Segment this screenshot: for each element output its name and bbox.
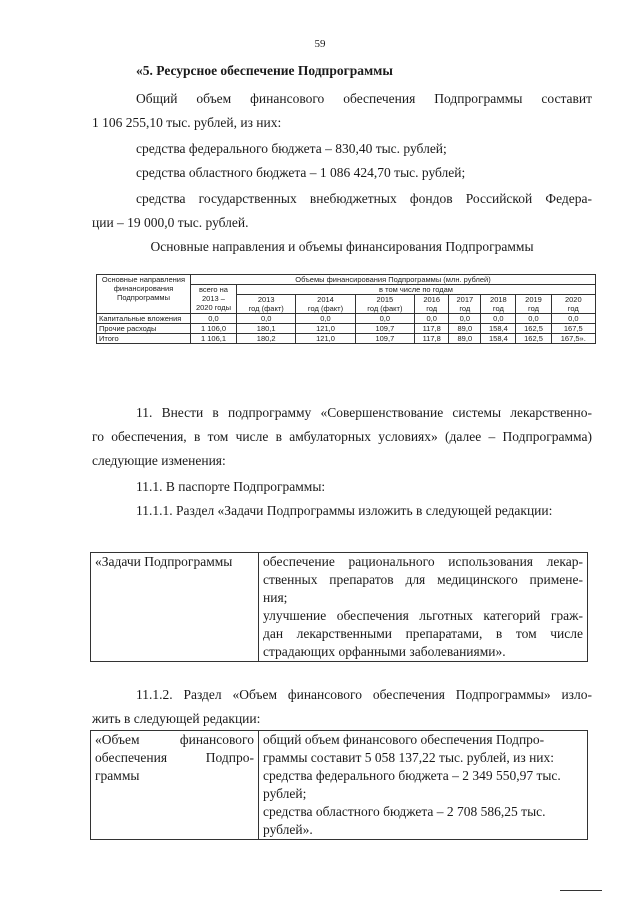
funds-line2: ции – 19 000,0 тыс. рублей. xyxy=(92,215,249,230)
cell: 1 106,0 xyxy=(191,324,237,334)
page-number: 59 xyxy=(314,38,326,50)
cell: 109,7 xyxy=(355,324,414,334)
text-line: страдающих орфанными заболеваниями». xyxy=(263,644,506,659)
year-header: 2018 год xyxy=(481,295,516,314)
cell: 1 106,1 xyxy=(191,334,237,344)
section-heading: «5. Ресурсное обеспечение Подпрограммы xyxy=(136,63,393,78)
cell: 0,0 xyxy=(296,314,355,324)
financing-label xyxy=(91,731,259,840)
year-header: 2015 год (факт) xyxy=(355,295,414,314)
text-line: дан лекарственными препаратами, в том числе xyxy=(263,626,583,641)
item-11-1: 11.1. В паспорте Подпрограммы: xyxy=(136,479,326,494)
cell: 0,0 xyxy=(415,314,449,324)
year-header: 2017 год xyxy=(449,295,481,314)
cell: 162,5 xyxy=(516,324,551,334)
item11-line2: го обеспечения, в том числе в амбулаторных условиях» (далее – Подпрограмма) xyxy=(92,429,592,444)
regional-budget-line: средства областного бюджета – 1 086 424,70 тыс. рублей; xyxy=(136,165,466,180)
year-header: 2019 год xyxy=(516,295,551,314)
signature-line xyxy=(560,890,602,891)
by-year-header: в том числе по годам xyxy=(237,285,596,295)
text-line: средства федерального бюджета – 2 349 550,97 тыс. xyxy=(263,768,561,783)
text-line: рублей». xyxy=(263,822,313,837)
cell: 0,0 xyxy=(449,314,481,324)
table-row xyxy=(97,324,596,334)
table-row xyxy=(97,334,596,344)
item-11-1-2-line1: 11.1.2. Раздел «Объем финансового обеспечения Подпрограммы» изло- xyxy=(136,687,592,702)
text-line: «Объем финансового xyxy=(95,732,254,747)
cell: 162,5 xyxy=(516,334,551,344)
cell: 0,0 xyxy=(551,314,595,324)
cell: 121,0 xyxy=(296,334,355,344)
text-line: граммы составит 5 058 137,22 тыс. рублей, из них: xyxy=(263,750,555,765)
item-11-1-1: 11.1.1. Раздел «Задачи Подпрограммы изложить в следующей редакции: xyxy=(136,503,553,518)
cell: 0,0 xyxy=(516,314,551,324)
cell: 167,5 xyxy=(551,324,595,334)
text-line: общий объем финансового обеспечения Подпро- xyxy=(263,732,545,747)
cell: 109,7 xyxy=(355,334,414,344)
item11-line1: 11. Внести в подпрограмму «Совершенствование системы лекарственно- xyxy=(136,405,592,420)
item11-line3: следующие изменения: xyxy=(92,453,226,468)
main-header: Объемы финансирования Подпрограммы (млн. рублей) xyxy=(191,275,596,285)
tasks-label: «Задачи Подпрограммы xyxy=(91,553,259,662)
year-header: 2013 год (факт) xyxy=(237,295,296,314)
financing-content xyxy=(259,731,588,840)
cell: 180,1 xyxy=(237,324,296,334)
row-label: Прочие расходы xyxy=(97,324,191,334)
item-11-1-2-line2: жить в следующей редакции: xyxy=(92,711,261,726)
row-label: Итого xyxy=(97,334,191,344)
para1-line2: 1 106 255,10 тыс. рублей, из них: xyxy=(92,115,282,130)
year-header: 2020 год xyxy=(551,295,595,314)
table-row xyxy=(97,314,596,324)
funds-line1: средства государственных внебюджетных фондов Российской Федера- xyxy=(136,191,592,206)
cell: 158,4 xyxy=(481,324,516,334)
cell: 167,5». xyxy=(551,334,595,344)
cell: 117,8 xyxy=(415,334,449,344)
cell: 0,0 xyxy=(481,314,516,324)
cell: 180,2 xyxy=(237,334,296,344)
para1-line1: Общий объем финансового обеспечения Подпрограммы составит xyxy=(136,91,592,106)
text-line: улучшение обеспечения льготных категорий граж- xyxy=(263,608,583,623)
cell: 117,8 xyxy=(415,324,449,334)
cell: 121,0 xyxy=(296,324,355,334)
tasks-box xyxy=(90,552,588,662)
col1-header: Основные направления финансирования Подпрограммы xyxy=(97,275,191,314)
tasks-content xyxy=(259,553,588,662)
federal-budget-line: средства федерального бюджета – 830,40 тыс. рублей; xyxy=(136,141,447,156)
cell: 0,0 xyxy=(237,314,296,324)
text-line: ственных препаратов для медицинского примене- xyxy=(263,572,583,587)
financing-table xyxy=(96,274,596,344)
cell: 89,0 xyxy=(449,334,481,344)
cell: 0,0 xyxy=(355,314,414,324)
cell: 158,4 xyxy=(481,334,516,344)
text-line: обеспечения Подпро- xyxy=(95,750,254,765)
text-line: рублей; xyxy=(263,786,307,801)
year-header: 2016 год xyxy=(415,295,449,314)
year-header: 2014 год (факт) xyxy=(296,295,355,314)
text-line: средства областного бюджета – 2 708 586,25 тыс. xyxy=(263,804,546,819)
row-label: Капитальные вложения xyxy=(97,314,191,324)
total-header: всего на 2013 – 2020 годы xyxy=(191,285,237,314)
cell: 0,0 xyxy=(191,314,237,324)
text-line: ния; xyxy=(263,590,288,605)
text-line: граммы xyxy=(95,768,140,783)
text-line: обеспечение рационального использования лекар- xyxy=(263,554,583,569)
cell: 89,0 xyxy=(449,324,481,334)
table-title: Основные направления и объемы финансирования Подпрограммы xyxy=(150,239,534,254)
financing-box xyxy=(90,730,588,840)
